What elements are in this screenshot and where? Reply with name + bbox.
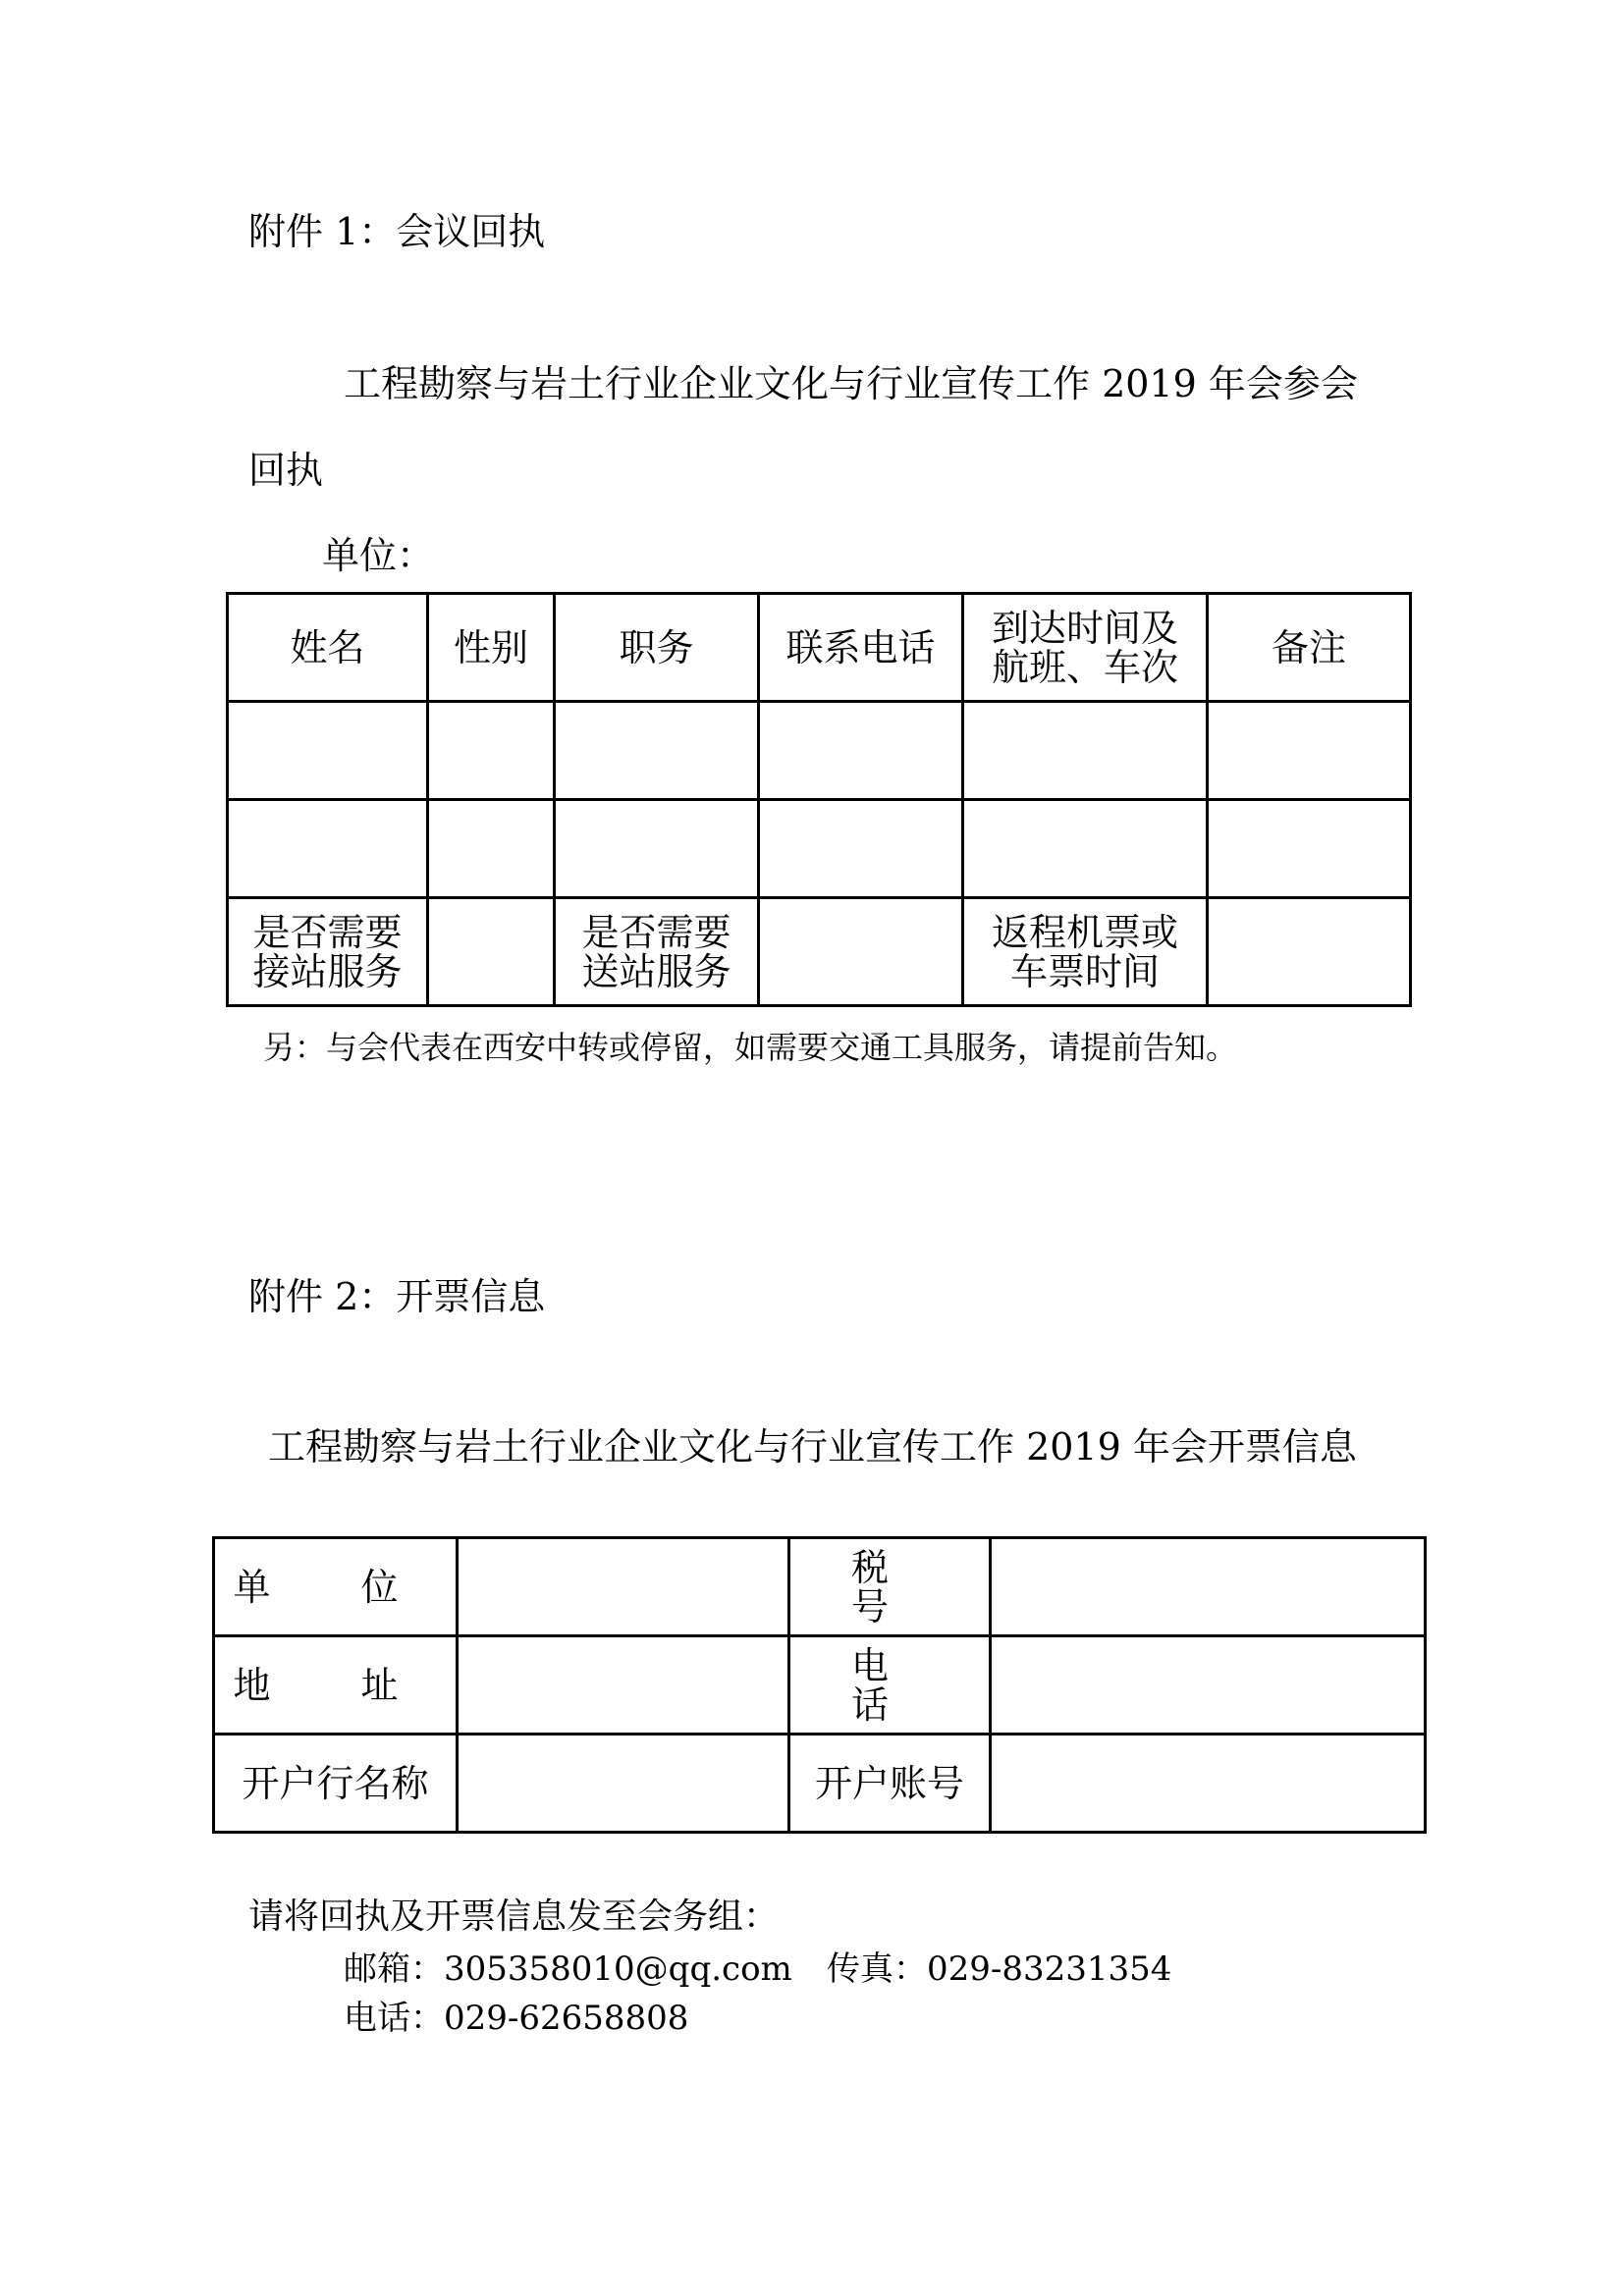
attendance-header-row [228,594,1411,702]
cell-name[interactable] [228,702,428,800]
dropoff-service-value[interactable] [759,898,963,1006]
cell-phone[interactable] [759,702,963,800]
attachment1-title-line2: 回执 [248,449,324,492]
attachment1-heading: 附件 1：会议回执 [248,210,546,253]
header-arrival-line2: 航班、车次 [991,645,1178,689]
contact-heading: 请将回执及开票信息发至会务组： [248,1896,780,1937]
cell-arrival[interactable] [963,702,1208,800]
cell-position[interactable] [555,800,759,898]
attachment1-title-line1: 工程勘察与岩土行业企业文化与行业宣传工作 2019 年会参会 [344,362,1358,405]
pickup-line2: 接站服务 [252,949,403,993]
header-arrival-line1: 到达时间及 [991,606,1178,650]
contact-email: 邮箱：305358010@qq.com [344,1949,792,1989]
attachment2-title: 工程勘察与岩土行业企业文化与行业宣传工作 2019 年会开票信息 [268,1425,1357,1468]
cell-name[interactable] [228,800,428,898]
tax-id-label [789,1538,991,1636]
return-ticket-label [963,898,1208,1006]
return-line2: 车票时间 [1009,949,1160,993]
header-phone: 联系电话 [759,594,963,702]
account-label: 开户账号 [789,1735,991,1833]
address-label-text: 地 址 [233,1663,438,1707]
return-line1: 返程机票或 [991,910,1178,954]
table-row [228,800,1411,898]
bank-name-value[interactable] [458,1735,789,1833]
table-row [214,1538,1426,1636]
address-label [214,1636,458,1735]
header-arrival [963,594,1208,702]
pickup-service-label [228,898,428,1006]
cell-gender[interactable] [428,702,555,800]
header-remarks: 备注 [1208,594,1411,702]
phone-label-text: 电 话 [850,1643,928,1727]
tax-id-value[interactable] [991,1538,1426,1636]
return-ticket-value[interactable] [1208,898,1411,1006]
dropoff-line1: 是否需要 [581,910,731,954]
header-gender: 性别 [428,594,555,702]
invoice-table [212,1536,1427,1834]
unit-name-label-text: 单 位 [233,1565,438,1609]
dropoff-service-label [555,898,759,1006]
cell-phone[interactable] [759,800,963,898]
address-value[interactable] [458,1636,789,1735]
cell-position[interactable] [555,702,759,800]
unit-label: 单位： [322,534,435,577]
pickup-line1: 是否需要 [252,910,403,954]
table-row [228,702,1411,800]
contact-fax: 传真：029-83231354 [827,1949,1172,1989]
pickup-service-value[interactable] [428,898,555,1006]
bank-name-label: 开户行名称 [214,1735,458,1833]
cell-arrival[interactable] [963,800,1208,898]
cell-remarks[interactable] [1208,800,1411,898]
table-row [214,1735,1426,1833]
tax-id-label-text: 税 号 [850,1545,928,1629]
unit-name-value[interactable] [458,1538,789,1636]
cell-gender[interactable] [428,800,555,898]
header-name: 姓名 [228,594,428,702]
phone-label [789,1636,991,1735]
attendance-table [226,592,1412,1007]
header-position: 职务 [555,594,759,702]
contact-phone: 电话：029-62658808 [344,1999,689,2038]
account-value[interactable] [991,1735,1426,1833]
service-row [228,898,1411,1006]
unit-name-label [214,1538,458,1636]
transport-note: 另：与会代表在西安中转或停留，如需要交通工具服务，请提前告知。 [263,1029,1238,1066]
dropoff-line2: 送站服务 [581,949,731,993]
phone-value[interactable] [991,1636,1426,1735]
cell-remarks[interactable] [1208,702,1411,800]
table-row [214,1636,1426,1735]
attachment2-heading: 附件 2：开票信息 [248,1275,546,1318]
